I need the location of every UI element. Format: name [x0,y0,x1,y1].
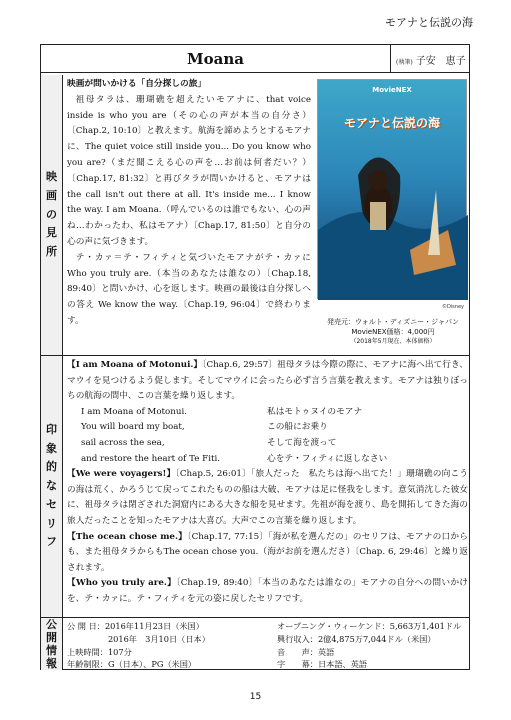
lyric-line: You will board my boat, この船にお乗り [81,422,328,433]
price-note: （2018年5月現在、本体価格） [350,338,436,345]
quotes-section [65,357,471,615]
info-row: 2016年 3月10日（日本） 興行収入：2億4,875万7,044ドル（米国） [67,633,436,644]
section-label-release: 公 開 情 報 [41,618,63,670]
quote-4: 【Who you truly are.】〔Chap.19, 89:40〕「本当のあなたは誰なの」モアナの自分への問いかけを、テ・カァに。テ・フィティを元の姿に戻したセリフです。 [67,578,468,604]
info-row: 公 開 日：2016年11月23日（米国） オープニング・ウィーケンド：5,663万1,401ドル [67,621,462,631]
poster-brand: MovieNEX [372,86,412,94]
divider [41,355,469,356]
highlights-paragraph-2: テ・カァ＝テ・フィティと気づいたモアナがテ・カァに Who you truly are.（本当のあなたは誰なの）〔Chap.18, 89:40〕と問いかけ、心を返します。映画の最後は自分探しへの答え We know the way.〔Chap.19, 96:04〕で終わります。 [67,252,311,326]
movie-sheet [40,44,470,670]
poster-title: モアナと伝説の海 [343,116,440,130]
highlights-heading: 映画が問いかける「自分探しの旅」 [67,79,206,89]
page-number: 15 [249,692,262,702]
quote-2: 【We were voyagers!】〔Chap.5, 26:01〕「旅人だった 私たちは海へ出てた！」珊瑚礁の向こうの海は荒く、かろうじて戻ってこれたものの船は大破、モアナは足に怪我をします。意気消沈した彼女に、祖母タラは閉ざされた洞窟内にある大きな船を見せます。先祖が海を渡り、島を開拓してきた海の旅人だったことを知ったモアナは大喜び。大声でこの言葉を繰り返します。 [67,469,468,526]
dvd-cover-image [317,79,467,310]
info-row: 年齢制限：G（日本）、PG（米国） 字 幕：日本語、英語 [67,659,368,670]
writer-name: 子安 恵子 [415,56,466,67]
highlights-section [65,75,471,354]
lyric-line: and restore the heart of Te Fiti. 心をテ・フィティに返しなさい [81,453,388,464]
highlights-text [67,77,311,330]
quote-3: 【The ocean chose me.】〔Chap.17, 77:15〕「海が私を選んだの」のセリフは、モアナの口からも、また祖母タラからもThe ocean chose you.（海がお前を選んださ）〔Chap. 6, 29:46〕と繰り返されます。 [67,531,468,573]
release-info-section [65,619,471,671]
series-title: モアナと伝説の海 [385,16,473,29]
highlights-paragraph-1: 祖母タラは、珊瑚礁を超えたいモアナに、that voice inside is who you are（その心の声が本当の自分さ）〔Chap.2, 10:10〕と教えます。航海を諦めようとするモアナに、The quiet voice still inside you... Do you know who you are?（まだ聞こえる心の声を…お前は何者だい？）〔Chap.17, 81:32〕と再びタラが問いかけると、モアナは the call isn't out there at all. It's inside me... I know the way. I am Moana.（呼んでいるのは誰でもない、心の声ね…わかったわ、私はモアナ）〔Chap.17, 81:50〕と自分の心の声に気づきます。 [67,94,311,247]
product-info [317,317,469,347]
divider [41,617,469,618]
lyric-line: sail across the sea, そして海を渡って [81,437,337,448]
section-label-highlights: 映 画 の 見 所 [41,75,63,355]
publisher: 発売元：ウォルト・ディズニー・ジャパン [326,318,460,326]
poster-artwork [318,80,468,300]
section-label-quotes: 印 象 的 な セ リ フ [41,356,63,617]
quote-1: 【I am Moana of Motonui.】〔Chap.6, 29:57〕祖母タラは今際の際に、モアナに海へ出て行き、マウイを見つけるよう促します。そしてマウイに会ったら必ず言う言葉を教えます。モアナは独りぼっちの航海の間中、この言葉を繰り返します。 [67,360,468,402]
movie-title: Moana [41,45,391,73]
poster-copyright: ©Disney [441,304,464,310]
writer-credit [396,52,466,67]
lyric-line: I am Moana of Motonui. 私はモトゥヌイのモアナ [81,406,363,417]
info-row: 上映時間：107分 音 声：英語 [67,646,335,657]
writer-tag: (執筆) [396,59,413,66]
title-row [41,45,469,73]
price: MovieNEX価格：4,000円 [351,328,435,336]
